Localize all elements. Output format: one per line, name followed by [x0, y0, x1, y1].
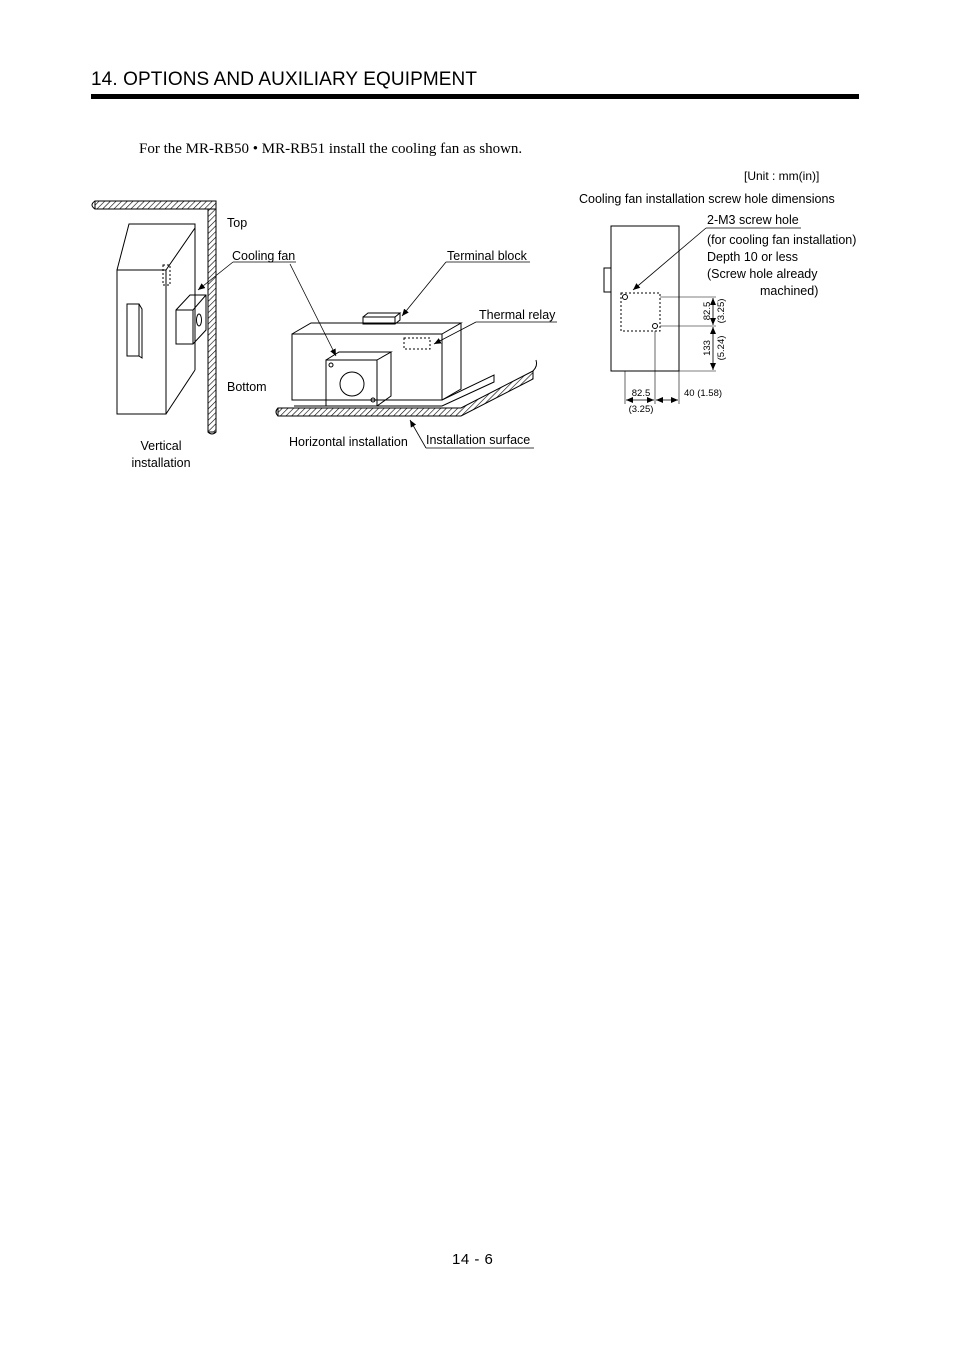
note-line-3: (Screw hole already: [707, 267, 818, 281]
page-number: 14 - 6: [452, 1251, 494, 1268]
horizontal-installation-drawing: [276, 313, 537, 416]
caption-vertical-2: installation: [131, 456, 191, 470]
dim-133: 133: [702, 340, 713, 356]
label-screw-hole: 2-M3 screw hole: [707, 213, 799, 227]
dim-82-5-horizontal: 82.5: [631, 388, 651, 399]
installation-figure: [0, 0, 954, 520]
label-thermal-relay: Thermal relay: [479, 308, 556, 322]
note-line-4: machined): [760, 284, 819, 298]
vertical-installation-drawing: [92, 201, 216, 434]
dim-82-5-vertical-inch: (3.25): [716, 298, 727, 324]
dim-133-inch: (5.24): [716, 335, 727, 361]
dim-82-5-horizontal-inch: (3.25): [628, 404, 654, 415]
dimension-drawing: [604, 226, 716, 404]
note-line-2: Depth 10 or less: [707, 250, 799, 264]
label-installation-surface: Installation surface: [426, 433, 531, 447]
unit-note: [Unit : mm(in)]: [744, 169, 820, 183]
caption-vertical-1: Vertical: [140, 439, 182, 453]
section-title: 14. OPTIONS AND AUXILIARY EQUIPMENT: [91, 69, 478, 90]
dimension-title: Cooling fan installation screw hole dimensions: [579, 192, 835, 206]
caption-horizontal: Horizontal installation: [289, 435, 408, 449]
label-top: Top: [227, 216, 248, 230]
dim-82-5-vertical: 82.5: [702, 301, 713, 321]
note-line-1: (for cooling fan installation): [707, 233, 857, 247]
label-terminal-block: Terminal block: [447, 249, 527, 263]
intro-text: For the MR-RB50 • MR-RB51 install the cooling fan as shown.: [139, 141, 523, 157]
dim-40: 40 (1.58): [684, 388, 723, 399]
label-cooling-fan: Cooling fan: [232, 249, 296, 263]
label-bottom: Bottom: [227, 380, 267, 394]
